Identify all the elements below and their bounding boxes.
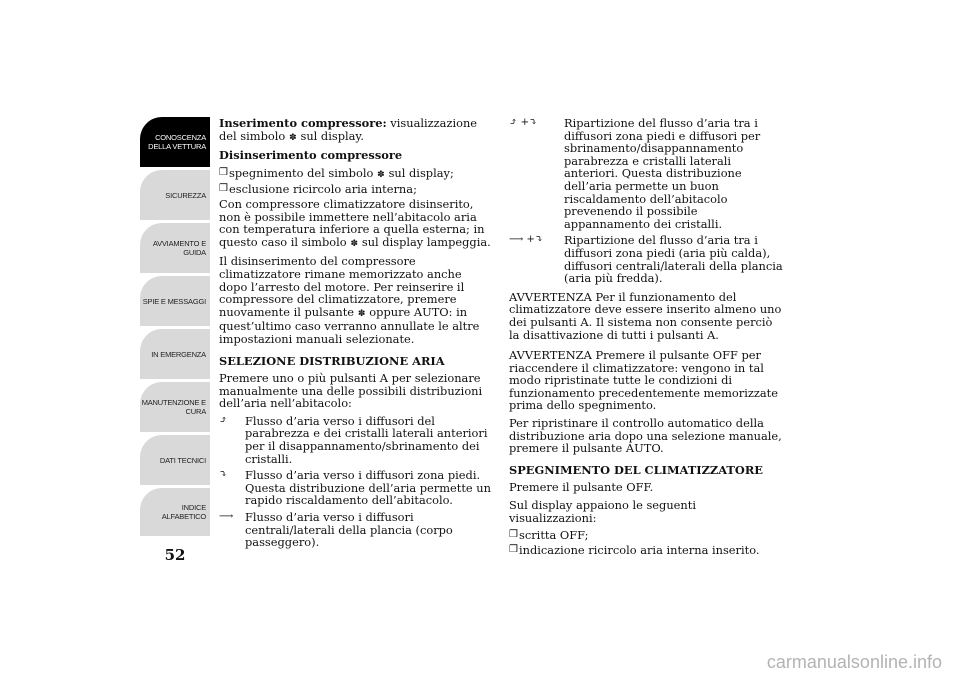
snowflake-icon: ✽ (357, 308, 366, 319)
tab-indice-alfabetico[interactable]: INDICE ALFABETICO (140, 488, 210, 536)
paragraph-premere-off: Premere il pulsante OFF. (509, 480, 654, 495)
page-number: 52 (164, 546, 186, 564)
feet-flow-icon: ⤵ (219, 469, 228, 481)
checkbox-icon: ❒ (509, 543, 518, 555)
tab-sicurezza[interactable]: SICUREZZA (140, 170, 210, 220)
list-item: ⤴ +⤵ Ripartizione del flusso d’aria tra i diffusori zona piedi e diffusori per sbrinamento/disappannamento parabrezza e cristalli laterali anteriori. Questa distribuzione dell’aria permette un buon riscaldamento dell’abitacolo prevenendo il possibile appannamento dei cristalli. (509, 116, 761, 231)
paragraph-visualizzazioni: Sul display appaiono le seguenti visualizzazioni: (509, 498, 696, 525)
list-item: ❒ spegnimento del simbolo ✽ sul display; (219, 165, 454, 180)
checkbox-icon: ❒ (219, 166, 228, 178)
paragraph-inserimento: Inserimento compressore: visualizzazione del simbolo ✽ sul display. (219, 116, 478, 143)
tab-conoscenza-vettura[interactable]: CONOSCENZA DELLA VETTURA (140, 117, 210, 167)
tab-in-emergenza[interactable]: IN EMERGENZA (140, 329, 210, 379)
text-column-right (509, 117, 785, 558)
chapter-index (140, 117, 210, 539)
windshield-flow-icon: ⤴ (219, 414, 228, 426)
list-item: ⤴ Flusso d’aria verso i diffusori del parabrezza e dei cristalli laterali anteriori per il disappannamento/sbrinamento dei cristalli. (219, 413, 488, 466)
list-item: ⟶ Flusso d’aria verso i diffusori centrali/laterali della plancia (corpo passeggero). (219, 510, 453, 550)
tab-spie-messaggi[interactable]: SPIE E MESSAGGI (140, 276, 210, 326)
paragraph-avvertenza-1: AVVERTENZA Per il funzionamento del climatizzatore deve essere inserito almeno uno dei pulsanti A. Il sistema non consente perciò la disattivazione di tutti i pulsanti A. (509, 289, 782, 342)
paragraph-premere-pulsanti: Premere uno o più pulsanti A per selezionare manualmente una delle possibili distribuzioni dell’aria nell’abitacolo: (219, 371, 483, 411)
vent-flow-icon: ⟶ (219, 511, 234, 523)
snowflake-icon: ✽ (350, 238, 358, 249)
checkbox-icon: ❒ (509, 529, 518, 541)
list-item: ⟶ +⤵ Ripartizione del flusso d’aria tra i diffusori zona piedi (aria più calda), diffusori centrali/laterali della plancia (aria più fredda). (509, 233, 783, 286)
list-item: ⤵ Flusso d’aria verso i diffusori zona piedi. Questa distribuzione dell’aria permette un rapido riscaldamento dell’abitacolo. (219, 468, 491, 508)
heading-spegnimento: SPEGNIMENTO DEL CLIMATIZZATORE (509, 462, 763, 477)
snowflake-icon: ✽ (289, 132, 297, 143)
watermark: carmanualsonline.info (766, 652, 942, 672)
snowflake-icon: ✽ (377, 169, 385, 180)
checkbox-icon: ❒ (219, 183, 228, 195)
windshield-feet-flow-icon: ⤴ +⤵ (509, 117, 538, 128)
paragraph-memorizzazione: Il disinserimento del compressore climatizzatore rimane memorizzato anche dopo l’arresto del motore. Per reinserire il compressore del climatizzatore, premere nuovamente il pulsante ✽ oppure AUTO: in quest’ultimo caso verranno annullate le altre impostazioni manuali selezionate. (219, 254, 480, 346)
paragraph-compressore-disinserito: Con compressore climatizzatore disinserito, non è possibile immettere nell’abitacolo aria con temperatura inferiore a quella esterna; in questo caso il simbolo ✽ sul display lampeggia. (219, 196, 491, 249)
list-item: ❒ esclusione ricircolo aria interna; (219, 182, 417, 197)
paragraph-avvertenza-2: AVVERTENZA Premere il pulsante OFF per riaccendere il climatizzatore: vengono in tal modo ripristinate tutte le condizioni di funzionamento precedentemente memorizzate prima dello spegnimento. (509, 348, 778, 413)
tab-avviamento-guida[interactable]: AVVIAMENTO E GUIDA (140, 223, 210, 273)
label-inserimento: Inserimento compressore: (219, 116, 387, 130)
tab-dati-tecnici[interactable]: DATI TECNICI (140, 435, 210, 485)
list-item: ❒ scritta OFF; (509, 528, 589, 543)
text-column-left (219, 117, 491, 553)
list-item: ❒ indicazione ricircolo aria interna inserito. (509, 542, 760, 557)
heading-selezione-distribuzione: SELEZIONE DISTRIBUZIONE ARIA (219, 353, 445, 368)
paragraph-ripristino-auto: Per ripristinare il controllo automatico della distribuzione aria dopo una selezione manuale, premere il pulsante AUTO. (509, 416, 782, 456)
vent-feet-flow-icon: ⟶ +⤵ (509, 234, 544, 246)
heading-disinserimento: Disinserimento compressore (219, 148, 403, 163)
tab-manutenzione-cura[interactable]: MANUTENZIONE E CURA (140, 382, 210, 432)
